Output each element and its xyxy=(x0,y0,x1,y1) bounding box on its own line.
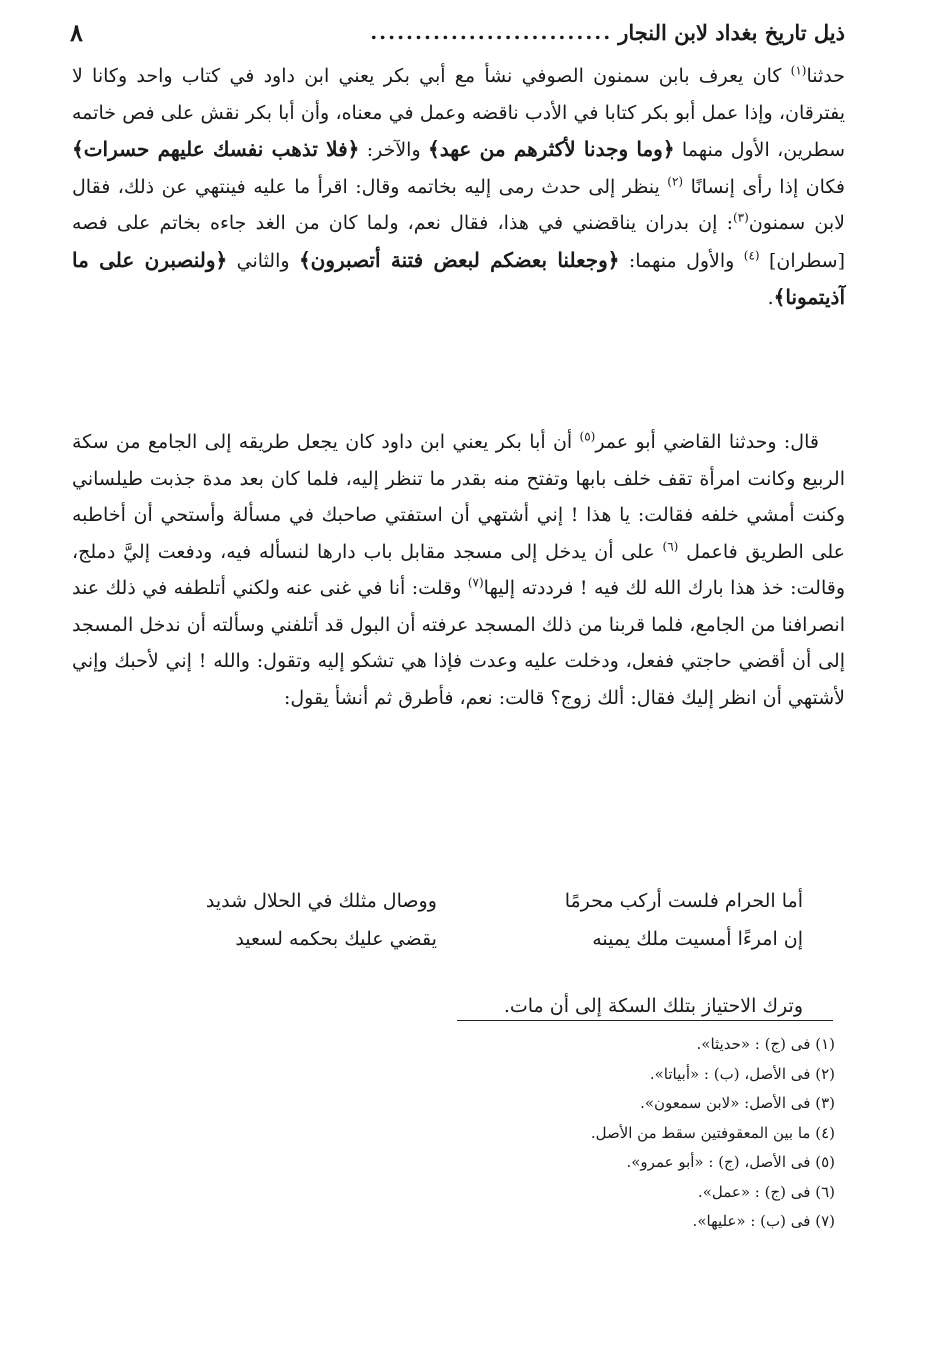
p1-text-4: فكان إذا رأى إنسانًا xyxy=(683,175,845,198)
p1-text-2: كان يعرف بابن سمنون الصوفي نشأ مع أبي بكر يعني ابن داود في كتاب واحد وكانا لا يفترقان، وإذا عمل أبو بكر كتابا في الأدب ناقضه وعمل في معناه، وأن أبا بكر نقش على فص خاتمه سطرين، الأول منهما xyxy=(72,65,846,161)
verse-hemistich-second: يقضي عليك بحكمه لسعيد xyxy=(235,928,437,950)
footnote-ref-1: (١) xyxy=(790,63,807,78)
footnote-item: (٥) فى الأصل، (ج) : «أبو عمرو». xyxy=(626,1153,835,1171)
p1-text-8: والثاني xyxy=(227,249,299,272)
paragraph-1 xyxy=(72,58,845,317)
footnote-ref-6: (٦) xyxy=(662,539,679,554)
verse-line xyxy=(125,882,803,920)
footnote-ref-4: (٤) xyxy=(743,248,760,263)
paragraph-2 xyxy=(72,424,845,716)
quran-verse-4: ﴿ولنصبرن على ما آذيتمونا﴾ xyxy=(72,247,845,309)
verse-hemistich-first: إن امرءًا أمسيت ملك يمينه xyxy=(592,928,803,950)
footnotes-list xyxy=(235,1030,835,1237)
footnote-item: (٢) فى الأصل، (ب) : «أبياتا». xyxy=(649,1064,835,1083)
poetry-block xyxy=(125,882,803,958)
p1-text-1: حدثنا xyxy=(806,65,845,87)
page-number: ٨ xyxy=(70,17,83,47)
quran-verse-1: ﴿وما وجدنا لأكثرهم من عهد﴾ xyxy=(427,137,675,161)
footnote-item: (٤) ما بين المعقوفتين سقط من الأصل. xyxy=(590,1123,835,1142)
page-header xyxy=(70,16,845,48)
footnote-item: (٦) فى (ج) : «عمل». xyxy=(697,1182,835,1201)
quran-verse-2: ﴿فلا تذهب نفسك عليهم حسرات﴾ xyxy=(72,137,360,161)
footnote-item: (٧) فى (ب) : «عليها». xyxy=(692,1212,835,1230)
footnote-separator xyxy=(457,1020,833,1021)
p1-text-6: : إن بدران يناقضني في هذا، فقال نعم، ولما كان من الغد جاءه بخاتم على فصه [سطران] xyxy=(72,212,846,272)
footnote-ref-2: (٢) xyxy=(667,174,684,189)
p1-text-3: والآخر: xyxy=(359,139,428,161)
footnote-ref-5: (٥) xyxy=(579,429,596,444)
verse-hemistich-second: ووصال مثلك في الحلال شديد xyxy=(205,890,437,912)
verse-hemistich-first: أما الحرام فلست أركب محرمًا xyxy=(564,890,803,912)
p1-text-7: والأول منهما: xyxy=(619,249,744,272)
p2-text-2: أن أبا بكر يعني ابن داود كان يجعل طريقه إلى الجامع من سكة الربيع وكانت امرأة تقف خلف بابها وتفتح منه بقدر ما تنظر إليه، فلما كان بعد مدة جذبت طيلساني وكنت أمشي خلفه فقالت: يا هذا ! إني أشتهي أن استفتي صاحبك في مسألة وأستحي أن أخاطبه على الطريق فاعمل xyxy=(72,431,846,563)
footnote-ref-7: (٧) xyxy=(467,575,484,590)
verse-line xyxy=(125,920,803,958)
header-dots: ........................... xyxy=(370,20,613,44)
p2-text-1: قال: وحدثنا القاضي أبو عمر xyxy=(595,431,819,453)
footnote-item: (٣) فى الأصل: «لابن سمعون». xyxy=(640,1094,835,1112)
footnote-ref-3: (٣) xyxy=(732,210,749,225)
running-title-group xyxy=(370,20,845,45)
running-title: ذيل تاريخ بغداد لابن النجار xyxy=(618,19,845,45)
closing-line: وترك الاحتياز بتلك السكة إلى أن مات. xyxy=(503,995,803,1017)
p2-text-3: على أن يدخل إلى مسجد مقابل باب دارها لنسأله فيه، ودفعت إليَّ دملج، وقالت: خذ هذا بارك الله لك فيه ! فرددته إليها xyxy=(72,540,845,599)
p1-text-9: . xyxy=(767,287,774,309)
p2-text-4: وقلت: أنا في غنى عنه ولكني أتلطفه في ذلك عند انصرافنا من الجامع، فلما قربنا من ذلك المسجد عرفته أن البول قد أتلفني وسألته أن ندخل المسجد إلى أن أقضي حاجتي ففعل، ودخلت عليه وعدت فإذا هي تشكو إليه وتقول: والله ! إني لأحبك وإني لأشتهي أن انظر إليك فقال: ألك زوج؟ قالت: نعم، فأطرق ثم أنشأ يقول: xyxy=(72,577,845,709)
footnote-item: (١) فى (ج) : «حديثا». xyxy=(696,1035,835,1053)
quran-verse-3: ﴿وجعلنا بعضكم لبعض فتنة أتصبرون﴾ xyxy=(298,247,620,272)
p1-text-5: ينظر إلى حدث رمى إليه بخاتمه وقال: اقرأ ما عليه فينتهي عن ذلك، فقال لابن سمنون xyxy=(72,175,845,234)
